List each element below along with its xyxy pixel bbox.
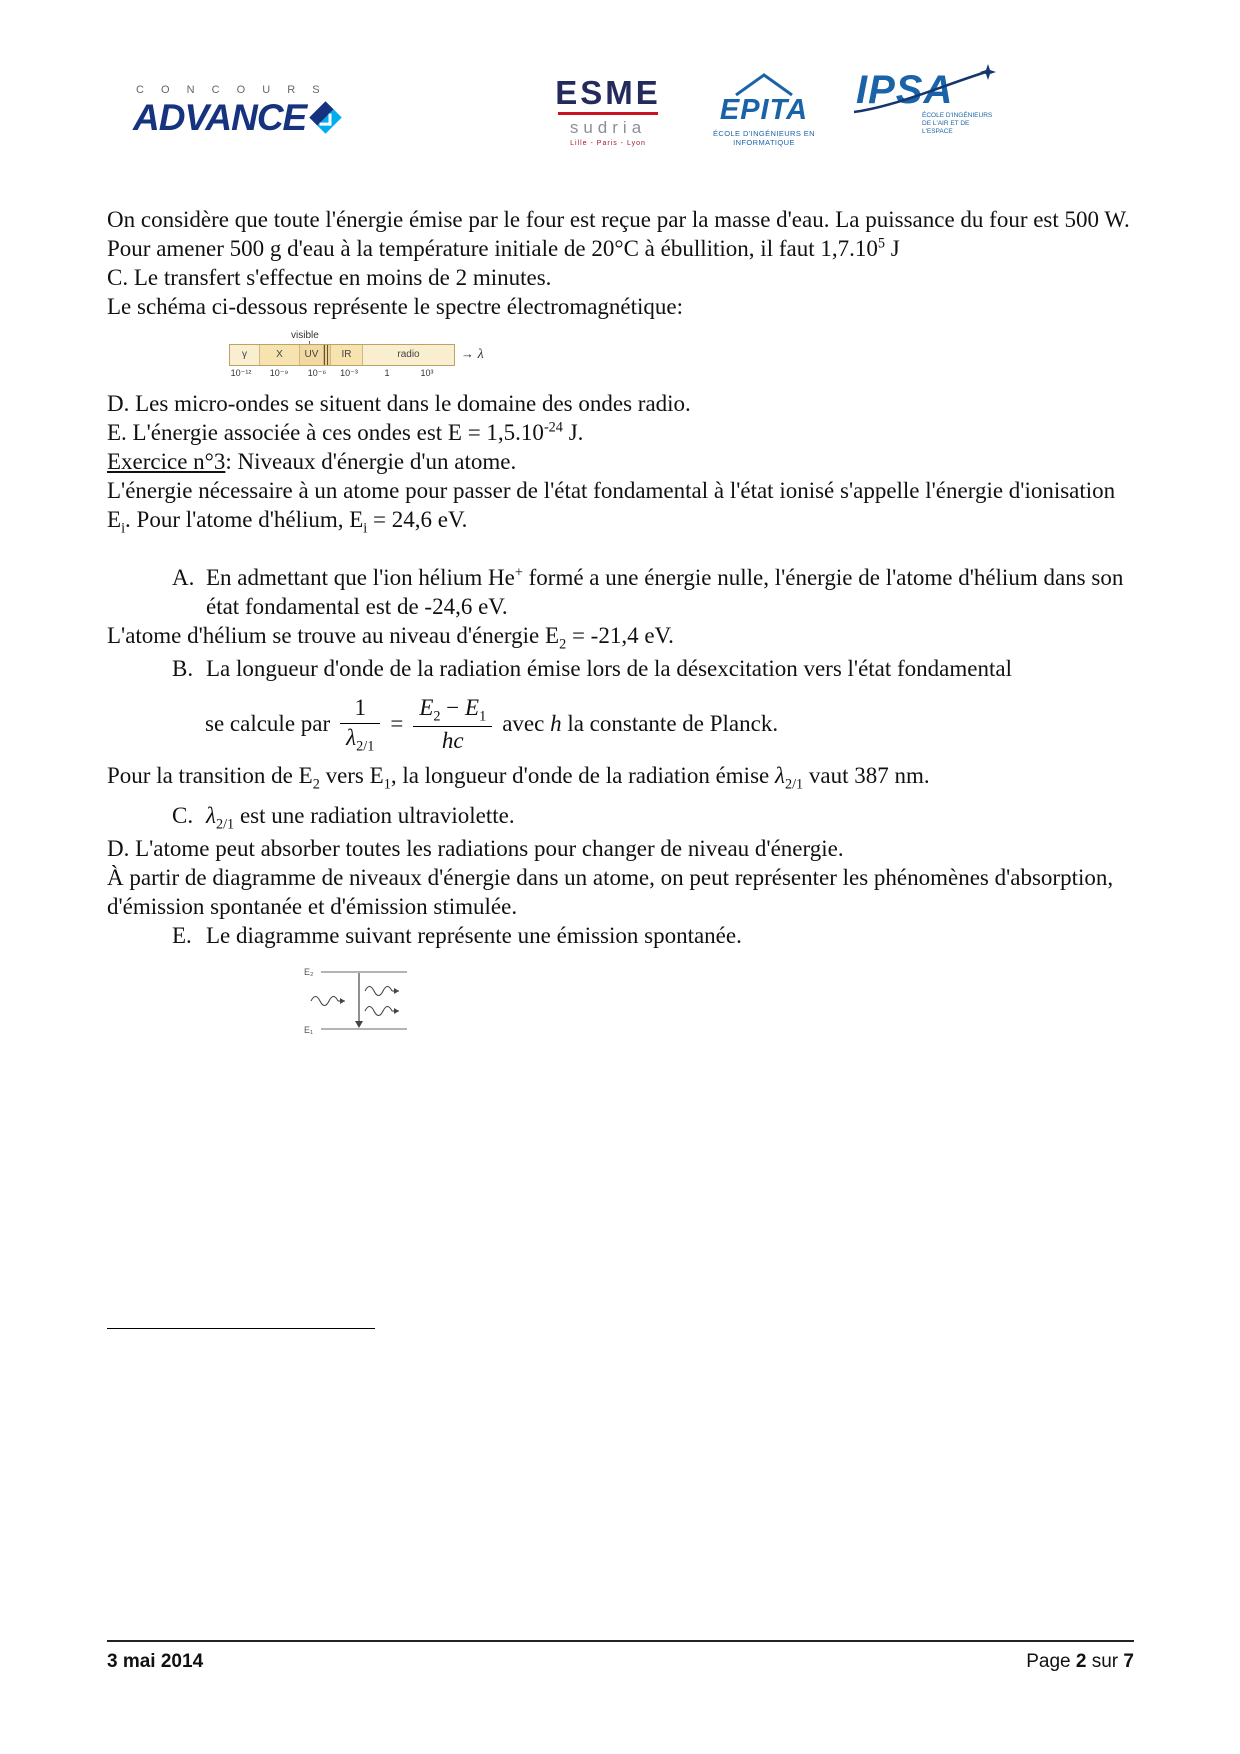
formula-prefix: se calcule par xyxy=(205,711,331,737)
em-spectrum-figure xyxy=(229,330,529,388)
item-b-marker: B. xyxy=(172,655,194,681)
outgoing-photon-icon xyxy=(365,986,399,995)
subscript-index: 2 xyxy=(312,776,320,793)
paragraph-niveau-e2 xyxy=(107,622,1137,655)
spectrum-band-radio: radio xyxy=(363,345,454,365)
minus-sign: − xyxy=(440,695,465,721)
text-run: On considère que toute l'énergie émise par le four est reçue par la masse d'eau. La puissance du four est 500 W. Pour amener 500 g d'eau à la température initiale de 20°C à ébullition, il faut 1,7.10 xyxy=(107,207,1130,261)
spectrum-visible-label: visible xyxy=(291,329,319,341)
item-d1: D. Les micro-ondes se situent dans le domaine des ondes radio. xyxy=(107,390,691,416)
subscript-index: 2 xyxy=(559,636,567,653)
lambda-symbol: λ xyxy=(346,724,357,750)
item-c1: C. Le transfert s'effectue en moins de 2 minutes. xyxy=(107,264,552,290)
spectrum-band-x: X xyxy=(260,345,300,365)
paragraph-transition xyxy=(107,762,1137,795)
header-logos xyxy=(0,70,1240,180)
paragraph-spectre-intro: Le schéma ci-dessous représente le spectre électromagnétique: xyxy=(107,293,684,319)
ipsa-logo xyxy=(856,70,996,136)
lambda-symbol: λ xyxy=(206,803,216,829)
text-run: L'énergie nécessaire à un atome pour passer de l'état fondamental à l'état ionisé s'appelle l'énergie d'ionisation E xyxy=(107,477,1116,532)
transition-arrow-icon xyxy=(355,973,363,1028)
epita-tagline: ÉCOLE D'INGÉNIEURS EN INFORMATIQUE xyxy=(713,129,815,148)
exponent: -24 xyxy=(543,419,563,436)
text-run: vers E xyxy=(319,762,384,788)
footer-rule xyxy=(107,1640,1134,1642)
fraction-inverse-lambda xyxy=(340,695,380,754)
energy-symbol: E xyxy=(419,695,434,721)
emission-diagram xyxy=(303,961,421,1041)
outgoing-photon-icon xyxy=(365,1006,399,1015)
esme-red-rule xyxy=(558,112,658,115)
paragraph-diagramme-intro: À partir de diagramme de niveaux d'énergie dans un atome, on peut représenter les phénomènes d'absorption, d'émission spontanée et d'émission stimulée. xyxy=(107,864,1114,919)
text-run: avec xyxy=(502,711,545,737)
exponent: 5 xyxy=(877,235,885,252)
spectrum-axis-arrow xyxy=(461,346,484,364)
epita-logo xyxy=(698,72,830,148)
text-run: vaut 387 nm. xyxy=(803,762,930,788)
item-c2-marker: C. xyxy=(172,803,194,829)
tick-label: 10³ xyxy=(420,367,434,378)
tick-label: 10⁻⁹ xyxy=(269,367,289,378)
subscript-index: 2 xyxy=(433,708,441,725)
subscript-index: 1 xyxy=(479,708,487,725)
page-total: 7 xyxy=(1123,1651,1134,1672)
subscript-index: 2/1 xyxy=(356,738,375,755)
subscript-index: 2/1 xyxy=(784,776,804,793)
item-e2-text: Le diagramme suivant représente une émission spontanée. xyxy=(206,922,742,948)
advance-concours-text: C O N C O U R S xyxy=(136,84,327,96)
text-run: : Niveaux d'énergie d'un atome. xyxy=(225,448,517,474)
spectrum-ticks xyxy=(229,368,455,382)
fraction-denominator xyxy=(413,727,492,754)
footnote-rule xyxy=(107,1328,375,1329)
subscript-index: i xyxy=(121,520,126,537)
page-footer xyxy=(107,1650,1134,1674)
wavelength-formula xyxy=(205,688,1137,762)
text-run: E. L'énergie associée à ces ondes est E = 1,5.10 xyxy=(107,419,544,445)
text-run: Page xyxy=(1026,1651,1071,1672)
text-run: , la longueur d'onde de la radiation émise xyxy=(390,762,775,788)
exercise3-title: Exercice n°3 xyxy=(107,448,226,474)
advance-diamond-icon xyxy=(309,101,342,134)
e1-level-label: E₁ xyxy=(304,1024,314,1035)
advance-wordmark: ADVANCE xyxy=(133,96,307,138)
item-d2: D. L'atome peut absorber toutes les radiations pour changer de niveau d'énergie. xyxy=(107,835,844,861)
subscript-index: 1 xyxy=(383,776,391,793)
tick-label: 10⁻⁶ xyxy=(307,367,327,378)
fraction-denominator xyxy=(340,724,380,755)
item-a-text xyxy=(206,564,1137,622)
text-run: L'atome d'hélium se trouve au niveau d'énergie E xyxy=(107,623,560,649)
text-run: la constante de Planck. xyxy=(567,711,779,737)
tick-label: 10⁻¹² xyxy=(230,367,252,378)
planck-h-symbol: h xyxy=(550,711,562,737)
ipsa-tagline: ÉCOLE D'INGÉNIEURS DE L'AIR ET DE L'ESPACE xyxy=(922,112,993,136)
spectrum-band-visible-stripe xyxy=(324,345,331,365)
item-a xyxy=(172,564,1137,622)
item-b-text: La longueur d'onde de la radiation émise lors de la désexcitation vers l'état fondamental xyxy=(206,655,1012,681)
advance-wordmark-row xyxy=(133,96,337,138)
fraction-numerator: 1 xyxy=(340,695,380,723)
item-e2-marker: E. xyxy=(172,922,192,948)
esme-wordmark: ESME xyxy=(555,74,661,111)
paragraph-four-energie xyxy=(107,206,1137,264)
esme-cities-text: Lille - Paris - Lyon xyxy=(570,140,646,148)
spectrum-band-gamma: γ xyxy=(230,345,260,365)
item-c2-text xyxy=(206,802,1137,835)
e2-level-label: E₂ xyxy=(304,966,314,977)
epita-wordmark: EPITA xyxy=(719,94,809,126)
footer-page-number xyxy=(1026,1650,1134,1674)
page-current: 2 xyxy=(1075,1651,1087,1672)
text-run: sur xyxy=(1091,1651,1119,1672)
text-run: En admettant que l'ion hélium He xyxy=(206,565,515,591)
document-content xyxy=(107,206,1137,1049)
epita-triangle-icon xyxy=(732,72,796,96)
text-run: . Pour l'atome d'hélium, E xyxy=(125,506,364,532)
esme-sudria-text: sudria xyxy=(569,118,647,137)
item-c2 xyxy=(172,802,1137,835)
fraction-energy-difference xyxy=(413,695,492,754)
spectrum-band-uv: UV xyxy=(300,345,324,365)
text-run: J xyxy=(884,235,900,261)
energy-symbol: E xyxy=(465,695,480,721)
lambda-axis-label: λ xyxy=(477,346,484,362)
tick-label: 1 xyxy=(384,367,390,378)
text-run: formé a une énergie nulle, l'énergie de l'atome d'hélium dans son état fondamental est de -24,6 eV. xyxy=(206,565,1124,620)
item-b xyxy=(172,655,1137,684)
concours-advance-logo xyxy=(133,84,337,136)
text-run: = -21,4 eV. xyxy=(566,623,674,649)
spectrum-band-ir: IR xyxy=(331,345,363,365)
esme-logo xyxy=(552,76,664,149)
subscript-index: i xyxy=(363,520,368,537)
exercise3-heading xyxy=(107,448,1137,477)
text-run: = 24,6 eV. xyxy=(367,506,468,532)
fraction-numerator xyxy=(413,695,492,727)
arrow-right-icon: → xyxy=(461,345,474,361)
paragraph-ionisation xyxy=(107,477,1137,539)
text-run: J. xyxy=(562,419,584,445)
item-e1 xyxy=(107,419,1137,448)
footer-date: 3 mai 2014 xyxy=(107,1651,204,1672)
equals-sign: = xyxy=(390,711,404,737)
text-run: est une radiation ultraviolette. xyxy=(234,803,515,829)
ipsa-wordmark: IPSA xyxy=(856,68,954,112)
incoming-photon-icon xyxy=(311,996,345,1005)
item-e2 xyxy=(172,922,1137,951)
subscript-index: 2/1 xyxy=(215,816,235,833)
tick-label: 10⁻³ xyxy=(340,367,358,378)
spectrum-bar xyxy=(229,344,455,366)
hc-symbol: hc xyxy=(441,728,464,754)
formula-suffix xyxy=(502,710,778,739)
emission-diagram-figure xyxy=(303,961,423,1049)
text-run: Pour la transition de E xyxy=(107,762,313,788)
exponent: + xyxy=(514,564,523,581)
item-a-marker: A. xyxy=(172,565,195,591)
lambda-symbol: λ xyxy=(774,762,785,788)
